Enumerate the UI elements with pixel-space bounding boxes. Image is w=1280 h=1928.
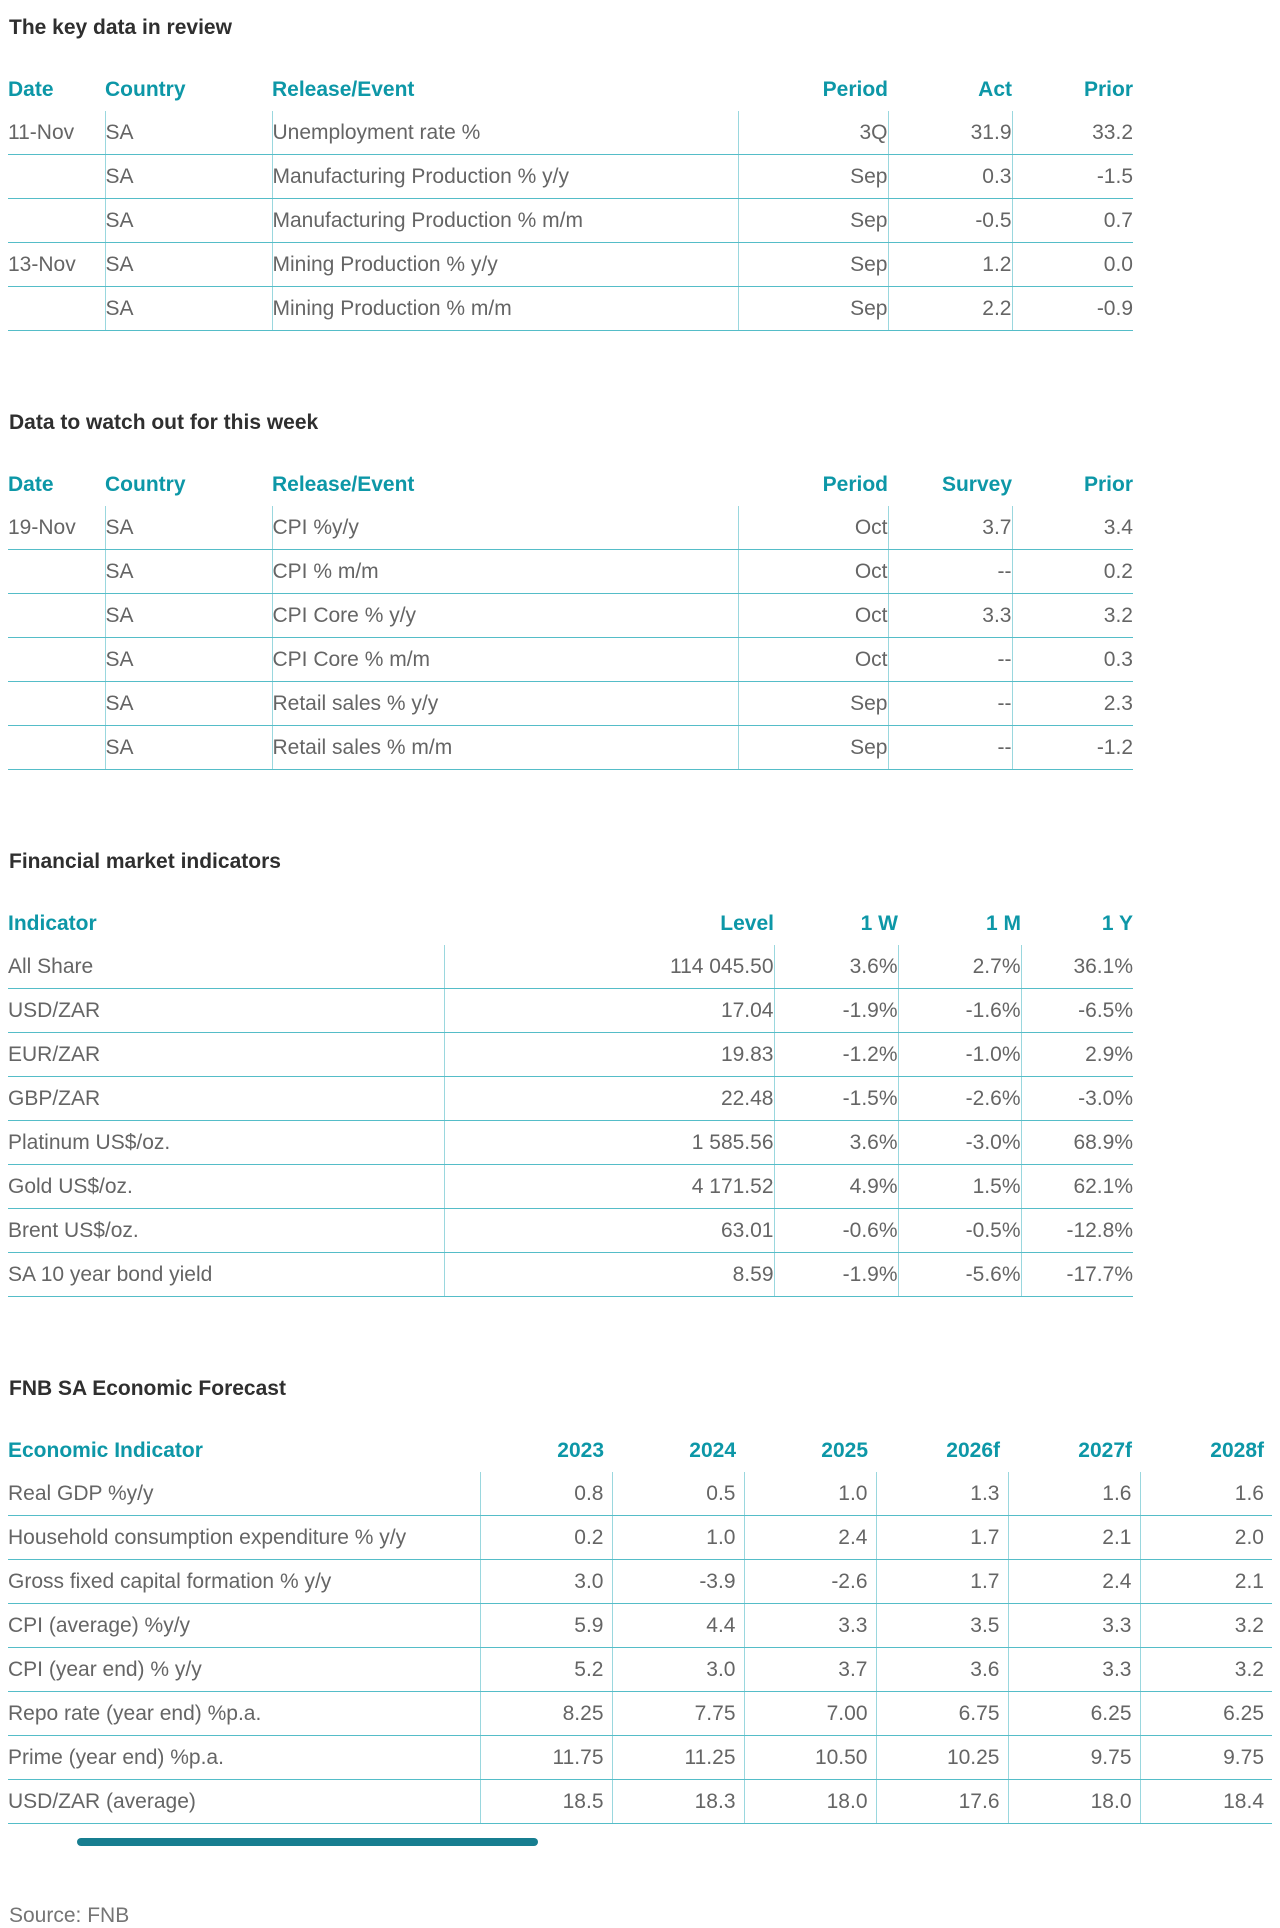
header-cell: Act xyxy=(978,77,1012,101)
footer-accent-bar xyxy=(77,1838,538,1846)
cell: 36.1% xyxy=(1021,945,1133,989)
cell: 3.4 xyxy=(1012,506,1133,550)
cell: 3.5 xyxy=(876,1604,1008,1648)
cell: 17.04 xyxy=(444,989,774,1033)
cell: -1.6% xyxy=(898,989,1021,1033)
header-cell: Survey xyxy=(941,472,1012,496)
cell: 0.8 xyxy=(480,1472,612,1516)
section-economic-forecast xyxy=(8,1377,1280,1824)
cell: 3.2 xyxy=(1012,594,1133,638)
source-note: Source: FNB xyxy=(9,1904,130,1927)
cell: 9.75 xyxy=(1140,1736,1272,1780)
cell xyxy=(8,155,105,199)
cell: 8.59 xyxy=(444,1253,774,1297)
table-row xyxy=(8,726,1133,770)
cell: Prime (year end) %p.a. xyxy=(8,1736,480,1780)
header-cell: Indicator xyxy=(8,911,97,935)
cell: 18.0 xyxy=(744,1780,876,1824)
cell: 2.9% xyxy=(1021,1033,1133,1077)
cell: -2.6 xyxy=(744,1560,876,1604)
table-header-row xyxy=(8,1429,1272,1472)
cell: 3.7 xyxy=(744,1648,876,1692)
cell: -- xyxy=(888,682,1012,726)
cell: SA xyxy=(105,726,272,770)
cell: Oct xyxy=(738,638,888,682)
cell: 0.2 xyxy=(1012,550,1133,594)
cell: Mining Production % m/m xyxy=(272,287,738,331)
cell: CPI (average) %y/y xyxy=(8,1604,480,1648)
cell: 31.9 xyxy=(888,111,1012,155)
cell: 10.25 xyxy=(876,1736,1008,1780)
cell: 13-Nov xyxy=(8,243,105,287)
cell: Real GDP %y/y xyxy=(8,1472,480,1516)
table-row xyxy=(8,1472,1272,1516)
section-week-ahead xyxy=(8,411,1280,770)
cell: SA xyxy=(105,155,272,199)
cell: 6.75 xyxy=(876,1692,1008,1736)
cell: -0.6% xyxy=(774,1209,898,1253)
cell: Oct xyxy=(738,550,888,594)
cell: SA xyxy=(105,199,272,243)
section-title: Data to watch out for this week xyxy=(9,411,319,434)
key-data-table xyxy=(8,68,1133,331)
table-row xyxy=(8,1033,1133,1077)
cell: -2.6% xyxy=(898,1077,1021,1121)
table-row xyxy=(8,1121,1133,1165)
cell xyxy=(8,682,105,726)
cell: 6.25 xyxy=(1140,1692,1272,1736)
cell: Sep xyxy=(738,682,888,726)
cell: 3.7 xyxy=(888,506,1012,550)
cell: 3.3 xyxy=(1008,1604,1140,1648)
cell: Gross fixed capital formation % y/y xyxy=(8,1560,480,1604)
cell: 11-Nov xyxy=(8,111,105,155)
cell: Sep xyxy=(738,155,888,199)
cell: 0.3 xyxy=(1012,638,1133,682)
cell: Mining Production % y/y xyxy=(272,243,738,287)
table-row xyxy=(8,682,1133,726)
cell: SA xyxy=(105,287,272,331)
header-cell: Period xyxy=(822,472,888,496)
cell: 17.6 xyxy=(876,1780,1008,1824)
cell: 114 045.50 xyxy=(444,945,774,989)
table-row xyxy=(8,506,1133,550)
cell: 2.0 xyxy=(1140,1516,1272,1560)
cell: CPI (year end) % y/y xyxy=(8,1648,480,1692)
cell: 6.25 xyxy=(1008,1692,1140,1736)
cell xyxy=(8,199,105,243)
cell: 1.6 xyxy=(1008,1472,1140,1516)
cell: 1.3 xyxy=(876,1472,1008,1516)
cell: 62.1% xyxy=(1021,1165,1133,1209)
cell: 1.5% xyxy=(898,1165,1021,1209)
cell: 9.75 xyxy=(1008,1736,1140,1780)
cell: USD/ZAR xyxy=(8,989,444,1033)
cell: 3.2 xyxy=(1140,1648,1272,1692)
cell: 11.25 xyxy=(612,1736,744,1780)
table-row xyxy=(8,1736,1272,1780)
cell: -- xyxy=(888,638,1012,682)
table-row xyxy=(8,1648,1272,1692)
cell: 0.2 xyxy=(480,1516,612,1560)
cell: -1.0% xyxy=(898,1033,1021,1077)
table-row xyxy=(8,1692,1272,1736)
cell: 1.0 xyxy=(612,1516,744,1560)
cell: SA xyxy=(105,111,272,155)
cell: Oct xyxy=(738,506,888,550)
header-cell: 2024 xyxy=(689,1438,736,1462)
cell: 1 585.56 xyxy=(444,1121,774,1165)
cell: -- xyxy=(888,550,1012,594)
cell: 3Q xyxy=(738,111,888,155)
table-row xyxy=(8,1253,1133,1297)
cell: -1.5% xyxy=(774,1077,898,1121)
cell: Manufacturing Production % y/y xyxy=(272,155,738,199)
cell: SA xyxy=(105,638,272,682)
cell: Unemployment rate % xyxy=(272,111,738,155)
cell: 4 171.52 xyxy=(444,1165,774,1209)
cell: -1.9% xyxy=(774,989,898,1033)
table-row xyxy=(8,243,1133,287)
cell xyxy=(8,287,105,331)
header-cell: Date xyxy=(8,472,54,496)
cell: GBP/ZAR xyxy=(8,1077,444,1121)
cell: SA xyxy=(105,682,272,726)
cell: -3.9 xyxy=(612,1560,744,1604)
cell: Sep xyxy=(738,287,888,331)
header-cell: Release/Event xyxy=(272,77,415,101)
cell: 2.2 xyxy=(888,287,1012,331)
section-title: Financial market indicators xyxy=(9,850,281,873)
cell: Sep xyxy=(738,243,888,287)
table-row xyxy=(8,594,1133,638)
cell xyxy=(8,550,105,594)
section-market-indicators xyxy=(8,850,1280,1297)
cell: 4.9% xyxy=(774,1165,898,1209)
table-row xyxy=(8,989,1133,1033)
section-key-data-review xyxy=(8,16,1280,331)
cell: SA xyxy=(105,594,272,638)
cell: -6.5% xyxy=(1021,989,1133,1033)
table-row xyxy=(8,111,1133,155)
cell: Manufacturing Production % m/m xyxy=(272,199,738,243)
cell: -0.5 xyxy=(888,199,1012,243)
header-cell: 1 Y xyxy=(1101,911,1133,935)
cell: 7.00 xyxy=(744,1692,876,1736)
header-cell: Country xyxy=(105,472,186,496)
table-row xyxy=(8,199,1133,243)
header-cell: 2023 xyxy=(557,1438,604,1462)
header-cell: Release/Event xyxy=(272,472,415,496)
cell: CPI Core % y/y xyxy=(272,594,738,638)
cell: 18.5 xyxy=(480,1780,612,1824)
cell: 3.3 xyxy=(888,594,1012,638)
cell: -1.9% xyxy=(774,1253,898,1297)
cell: -12.8% xyxy=(1021,1209,1133,1253)
cell: 2.3 xyxy=(1012,682,1133,726)
cell: -1.2% xyxy=(774,1033,898,1077)
cell: 3.6% xyxy=(774,1121,898,1165)
cell: SA xyxy=(105,243,272,287)
cell: 0.7 xyxy=(1012,199,1133,243)
header-cell: 2026f xyxy=(946,1438,1000,1462)
cell: Sep xyxy=(738,726,888,770)
cell: Retail sales % y/y xyxy=(272,682,738,726)
header-cell: Level xyxy=(720,911,774,935)
cell: 33.2 xyxy=(1012,111,1133,155)
cell: 4.4 xyxy=(612,1604,744,1648)
header-cell: Prior xyxy=(1083,472,1133,496)
cell: 18.0 xyxy=(1008,1780,1140,1824)
week-ahead-table xyxy=(8,463,1133,770)
table-row xyxy=(8,1165,1133,1209)
cell: 11.75 xyxy=(480,1736,612,1780)
cell: -0.9 xyxy=(1012,287,1133,331)
table-row xyxy=(8,287,1133,331)
cell: 0.0 xyxy=(1012,243,1133,287)
cell: 63.01 xyxy=(444,1209,774,1253)
table-row xyxy=(8,1516,1272,1560)
table-header-row xyxy=(8,902,1133,945)
cell: CPI Core % m/m xyxy=(272,638,738,682)
cell: CPI %y/y xyxy=(272,506,738,550)
cell: SA xyxy=(105,506,272,550)
header-cell: 2025 xyxy=(821,1438,868,1462)
table-row xyxy=(8,550,1133,594)
cell xyxy=(8,638,105,682)
cell: 18.3 xyxy=(612,1780,744,1824)
cell: 18.4 xyxy=(1140,1780,1272,1824)
cell: 19-Nov xyxy=(8,506,105,550)
header-cell: 2028f xyxy=(1210,1438,1264,1462)
cell: 8.25 xyxy=(480,1692,612,1736)
header-cell: Country xyxy=(105,77,186,101)
cell: 5.2 xyxy=(480,1648,612,1692)
cell: 0.3 xyxy=(888,155,1012,199)
cell: 22.48 xyxy=(444,1077,774,1121)
table-row xyxy=(8,1209,1133,1253)
cell: -3.0% xyxy=(1021,1077,1133,1121)
cell: 2.4 xyxy=(744,1516,876,1560)
cell: 3.0 xyxy=(480,1560,612,1604)
cell: 0.5 xyxy=(612,1472,744,1516)
cell: 68.9% xyxy=(1021,1121,1133,1165)
cell: -17.7% xyxy=(1021,1253,1133,1297)
table-row xyxy=(8,1077,1133,1121)
table-row xyxy=(8,945,1133,989)
cell: -5.6% xyxy=(898,1253,1021,1297)
cell: -1.5 xyxy=(1012,155,1133,199)
header-cell: 1 W xyxy=(860,911,898,935)
cell: 3.6% xyxy=(774,945,898,989)
cell: 1.6 xyxy=(1140,1472,1272,1516)
cell: 1.7 xyxy=(876,1560,1008,1604)
cell: 1.2 xyxy=(888,243,1012,287)
cell: 7.75 xyxy=(612,1692,744,1736)
cell: 3.3 xyxy=(1008,1648,1140,1692)
cell: CPI % m/m xyxy=(272,550,738,594)
cell: Household consumption expenditure % y/y xyxy=(8,1516,480,1560)
cell: Brent US$/oz. xyxy=(8,1209,444,1253)
cell: All Share xyxy=(8,945,444,989)
cell: SA 10 year bond yield xyxy=(8,1253,444,1297)
cell: 2.1 xyxy=(1140,1560,1272,1604)
header-cell: 2027f xyxy=(1078,1438,1132,1462)
header-cell: Period xyxy=(822,77,888,101)
cell: 3.0 xyxy=(612,1648,744,1692)
cell: 3.2 xyxy=(1140,1604,1272,1648)
header-cell: Economic Indicator xyxy=(8,1438,203,1462)
cell: Gold US$/oz. xyxy=(8,1165,444,1209)
table-header-row xyxy=(8,68,1133,111)
section-title: The key data in review xyxy=(9,16,232,39)
cell: -0.5% xyxy=(898,1209,1021,1253)
table-row xyxy=(8,1560,1272,1604)
table-row xyxy=(8,1780,1272,1824)
cell xyxy=(8,594,105,638)
cell: 3.6 xyxy=(876,1648,1008,1692)
cell: 10.50 xyxy=(744,1736,876,1780)
cell: Platinum US$/oz. xyxy=(8,1121,444,1165)
cell: Oct xyxy=(738,594,888,638)
cell xyxy=(8,726,105,770)
cell: Retail sales % m/m xyxy=(272,726,738,770)
cell: 3.3 xyxy=(744,1604,876,1648)
cell: 19.83 xyxy=(444,1033,774,1077)
cell: USD/ZAR (average) xyxy=(8,1780,480,1824)
cell: SA xyxy=(105,550,272,594)
cell: -3.0% xyxy=(898,1121,1021,1165)
cell: 2.4 xyxy=(1008,1560,1140,1604)
table-row xyxy=(8,1604,1272,1648)
header-cell: Prior xyxy=(1083,77,1133,101)
header-cell: 1 M xyxy=(985,911,1021,935)
cell: 1.7 xyxy=(876,1516,1008,1560)
cell: EUR/ZAR xyxy=(8,1033,444,1077)
cell: Repo rate (year end) %p.a. xyxy=(8,1692,480,1736)
market-indicators-table xyxy=(8,902,1133,1297)
cell: 1.0 xyxy=(744,1472,876,1516)
cell: 2.7% xyxy=(898,945,1021,989)
cell: -1.2 xyxy=(1012,726,1133,770)
table-row xyxy=(8,155,1133,199)
table-row xyxy=(8,638,1133,682)
header-cell: Date xyxy=(8,77,54,101)
table-header-row xyxy=(8,463,1133,506)
section-title: FNB SA Economic Forecast xyxy=(9,1377,286,1400)
cell: Sep xyxy=(738,199,888,243)
economic-forecast-table xyxy=(8,1429,1272,1824)
cell: 2.1 xyxy=(1008,1516,1140,1560)
cell: 5.9 xyxy=(480,1604,612,1648)
cell: -- xyxy=(888,726,1012,770)
